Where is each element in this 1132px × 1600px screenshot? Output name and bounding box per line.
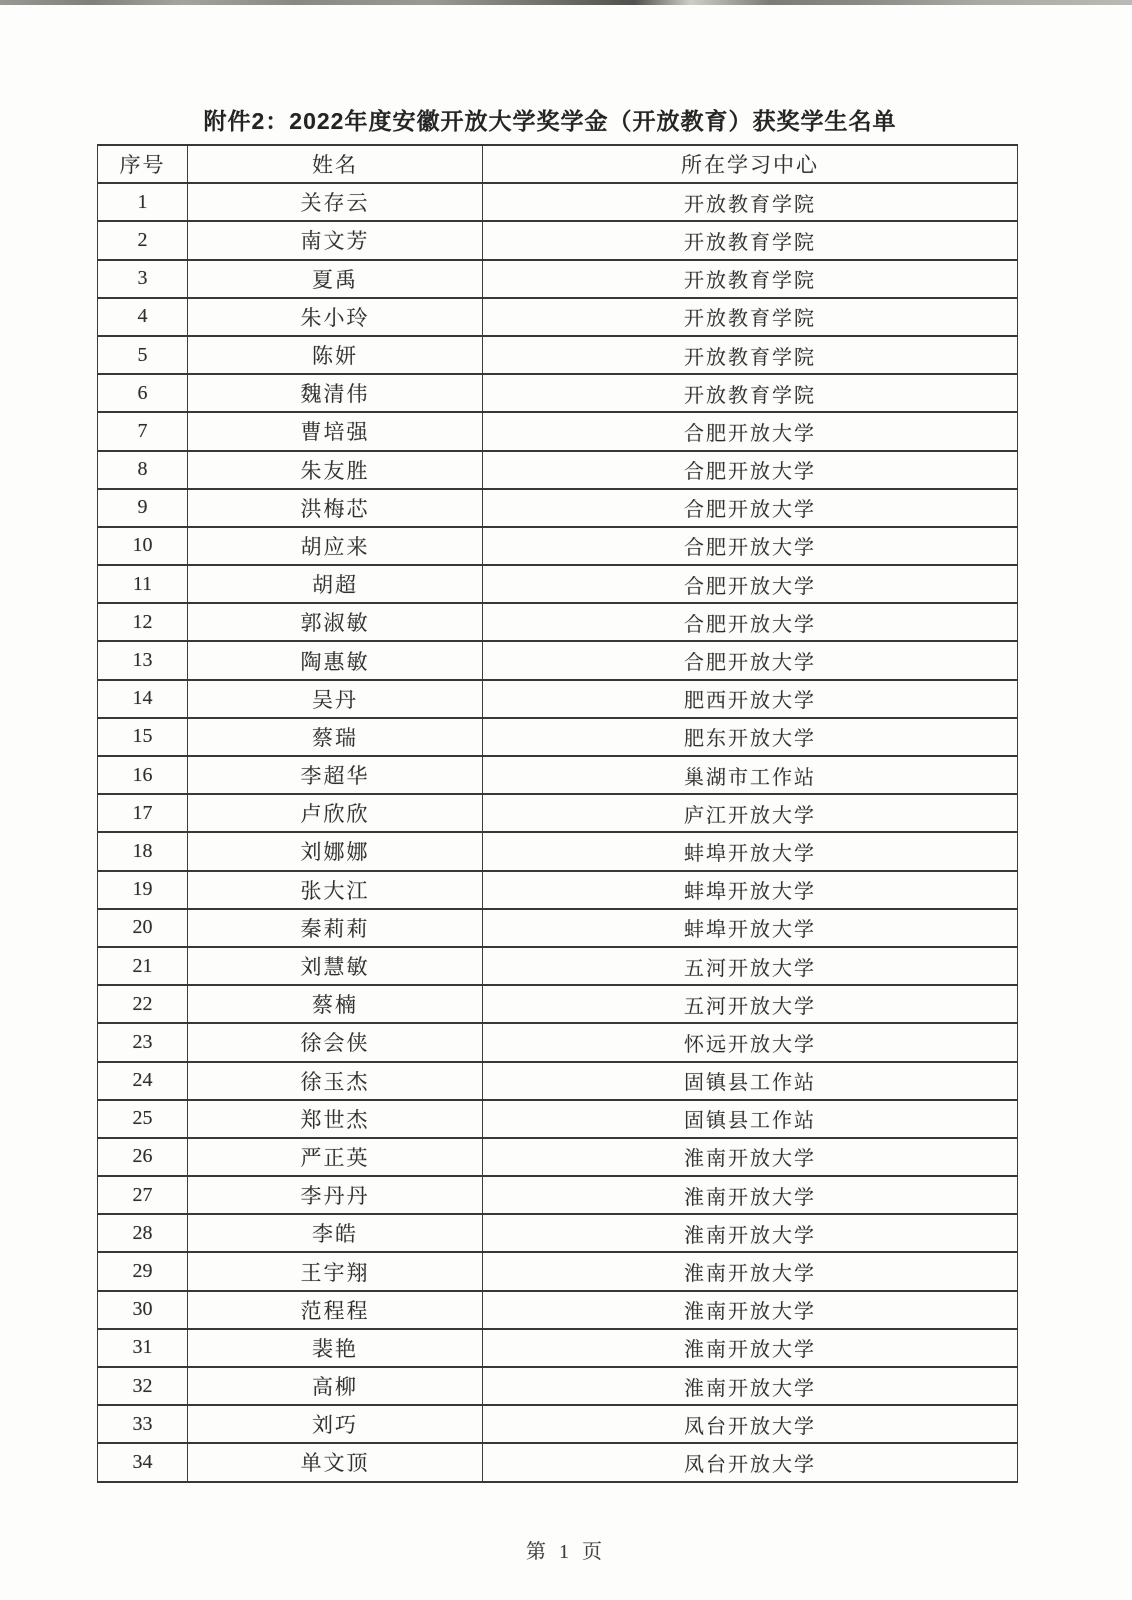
row-center-cell: 固镇县工作站	[483, 1062, 1018, 1100]
table-header	[98, 145, 1018, 183]
table-row	[98, 527, 1018, 565]
row-name-cell: 单文顶	[188, 1443, 483, 1481]
table-row	[98, 336, 1018, 374]
row-name-cell: 张大江	[188, 871, 483, 909]
row-name-cell: 刘巧	[188, 1405, 483, 1443]
table-row	[98, 374, 1018, 412]
scan-edge-artifact	[0, 0, 1132, 5]
row-index-cell: 12	[98, 603, 188, 641]
row-name-cell: 李皓	[188, 1214, 483, 1252]
row-index-cell: 7	[98, 412, 188, 450]
row-center-cell: 合肥开放大学	[483, 451, 1018, 489]
table-row	[98, 1214, 1018, 1252]
table-row	[98, 603, 1018, 641]
table-row	[98, 1100, 1018, 1138]
table-row	[98, 1176, 1018, 1214]
table-body	[98, 183, 1018, 1481]
row-name-cell: 陶惠敏	[188, 641, 483, 679]
row-center-cell: 淮南开放大学	[483, 1291, 1018, 1329]
row-name-cell: 胡超	[188, 565, 483, 603]
row-index-cell: 29	[98, 1252, 188, 1290]
row-index-cell: 21	[98, 947, 188, 985]
row-index-cell: 20	[98, 909, 188, 947]
row-index-cell: 33	[98, 1405, 188, 1443]
table-row	[98, 718, 1018, 756]
row-index-cell: 28	[98, 1214, 188, 1252]
row-center-cell: 五河开放大学	[483, 947, 1018, 985]
row-name-cell: 卢欣欣	[188, 794, 483, 832]
row-index-cell: 22	[98, 985, 188, 1023]
table-row	[98, 985, 1018, 1023]
row-index-cell: 3	[98, 260, 188, 298]
table-row	[98, 183, 1018, 221]
row-name-cell: 南文芳	[188, 221, 483, 259]
row-name-cell: 魏清伟	[188, 374, 483, 412]
row-index-cell: 30	[98, 1291, 188, 1329]
row-center-cell: 开放教育学院	[483, 336, 1018, 374]
table-row	[98, 260, 1018, 298]
table-row	[98, 641, 1018, 679]
page-number-footer: 第 1 页	[526, 1541, 606, 1563]
table-row	[98, 1252, 1018, 1290]
row-center-cell: 蚌埠开放大学	[483, 832, 1018, 870]
row-name-cell: 郑世杰	[188, 1100, 483, 1138]
row-index-cell: 2	[98, 221, 188, 259]
row-name-cell: 李丹丹	[188, 1176, 483, 1214]
row-name-cell: 秦莉莉	[188, 909, 483, 947]
table-row	[98, 1443, 1018, 1481]
table-row	[98, 1138, 1018, 1176]
row-index-cell: 24	[98, 1062, 188, 1100]
row-name-cell: 夏禹	[188, 260, 483, 298]
row-index-cell: 15	[98, 718, 188, 756]
table-row	[98, 794, 1018, 832]
row-center-cell: 合肥开放大学	[483, 527, 1018, 565]
row-index-cell: 17	[98, 794, 188, 832]
table-row	[98, 489, 1018, 527]
row-name-cell: 范程程	[188, 1291, 483, 1329]
table-row	[98, 298, 1018, 336]
table-row	[98, 1023, 1018, 1061]
table-row	[98, 221, 1018, 259]
row-center-cell: 合肥开放大学	[483, 489, 1018, 527]
row-index-cell: 11	[98, 565, 188, 603]
row-center-cell: 合肥开放大学	[483, 603, 1018, 641]
row-index-cell: 5	[98, 336, 188, 374]
row-center-cell: 肥西开放大学	[483, 680, 1018, 718]
header-name: 姓名	[188, 145, 483, 183]
row-index-cell: 34	[98, 1443, 188, 1481]
row-index-cell: 4	[98, 298, 188, 336]
table-row	[98, 680, 1018, 718]
row-center-cell: 淮南开放大学	[483, 1176, 1018, 1214]
row-name-cell: 曹培强	[188, 412, 483, 450]
table-row	[98, 565, 1018, 603]
row-name-cell: 李超华	[188, 756, 483, 794]
table-row	[98, 909, 1018, 947]
table-row	[98, 756, 1018, 794]
row-center-cell: 淮南开放大学	[483, 1214, 1018, 1252]
row-center-cell: 怀远开放大学	[483, 1023, 1018, 1061]
row-name-cell: 高柳	[188, 1367, 483, 1405]
row-center-cell: 蚌埠开放大学	[483, 871, 1018, 909]
row-name-cell: 陈妍	[188, 336, 483, 374]
row-index-cell: 18	[98, 832, 188, 870]
row-center-cell: 蚌埠开放大学	[483, 909, 1018, 947]
row-index-cell: 8	[98, 451, 188, 489]
table-row	[98, 871, 1018, 909]
row-center-cell: 淮南开放大学	[483, 1252, 1018, 1290]
row-center-cell: 淮南开放大学	[483, 1367, 1018, 1405]
row-index-cell: 19	[98, 871, 188, 909]
row-name-cell: 刘娜娜	[188, 832, 483, 870]
row-name-cell: 蔡瑞	[188, 718, 483, 756]
row-index-cell: 1	[98, 183, 188, 221]
row-center-cell: 庐江开放大学	[483, 794, 1018, 832]
row-index-cell: 32	[98, 1367, 188, 1405]
row-name-cell: 洪梅芯	[188, 489, 483, 527]
row-index-cell: 26	[98, 1138, 188, 1176]
row-center-cell: 巢湖市工作站	[483, 756, 1018, 794]
table-row	[98, 947, 1018, 985]
row-name-cell: 蔡楠	[188, 985, 483, 1023]
row-index-cell: 10	[98, 527, 188, 565]
table-row	[98, 1062, 1018, 1100]
row-index-cell: 9	[98, 489, 188, 527]
row-center-cell: 固镇县工作站	[483, 1100, 1018, 1138]
row-center-cell: 淮南开放大学	[483, 1138, 1018, 1176]
row-center-cell: 开放教育学院	[483, 183, 1018, 221]
row-center-cell: 合肥开放大学	[483, 565, 1018, 603]
row-center-cell: 开放教育学院	[483, 260, 1018, 298]
row-index-cell: 6	[98, 374, 188, 412]
row-name-cell: 裴艳	[188, 1329, 483, 1367]
table-row	[98, 832, 1018, 870]
row-name-cell: 胡应来	[188, 527, 483, 565]
row-center-cell: 合肥开放大学	[483, 641, 1018, 679]
header-index: 序号	[98, 145, 188, 183]
row-center-cell: 开放教育学院	[483, 221, 1018, 259]
header-learning-center: 所在学习中心	[483, 145, 1018, 183]
row-index-cell: 31	[98, 1329, 188, 1367]
row-center-cell: 开放教育学院	[483, 374, 1018, 412]
table-row	[98, 1291, 1018, 1329]
table-row	[98, 1329, 1018, 1367]
row-center-cell: 肥东开放大学	[483, 718, 1018, 756]
table-header-row	[98, 145, 1018, 183]
row-index-cell: 14	[98, 680, 188, 718]
row-name-cell: 朱小玲	[188, 298, 483, 336]
row-name-cell: 徐会侠	[188, 1023, 483, 1061]
row-center-cell: 凤台开放大学	[483, 1443, 1018, 1481]
document-title: 附件2：2022年度安徽开放大学奖学金（开放教育）获奖学生名单	[203, 108, 897, 134]
row-name-cell: 吴丹	[188, 680, 483, 718]
row-name-cell: 严正英	[188, 1138, 483, 1176]
row-index-cell: 25	[98, 1100, 188, 1138]
row-name-cell: 朱友胜	[188, 451, 483, 489]
table-row	[98, 1405, 1018, 1443]
row-index-cell: 23	[98, 1023, 188, 1061]
row-name-cell: 郭淑敏	[188, 603, 483, 641]
row-index-cell: 27	[98, 1176, 188, 1214]
row-name-cell: 刘慧敏	[188, 947, 483, 985]
table-row	[98, 1367, 1018, 1405]
row-center-cell: 凤台开放大学	[483, 1405, 1018, 1443]
row-center-cell: 合肥开放大学	[483, 412, 1018, 450]
row-name-cell: 关存云	[188, 183, 483, 221]
table-row	[98, 451, 1018, 489]
row-center-cell: 开放教育学院	[483, 298, 1018, 336]
row-name-cell: 王宇翔	[188, 1252, 483, 1290]
award-student-table	[97, 144, 1018, 1483]
row-center-cell: 淮南开放大学	[483, 1329, 1018, 1367]
row-center-cell: 五河开放大学	[483, 985, 1018, 1023]
row-index-cell: 16	[98, 756, 188, 794]
row-index-cell: 13	[98, 641, 188, 679]
table-row	[98, 412, 1018, 450]
row-name-cell: 徐玉杰	[188, 1062, 483, 1100]
